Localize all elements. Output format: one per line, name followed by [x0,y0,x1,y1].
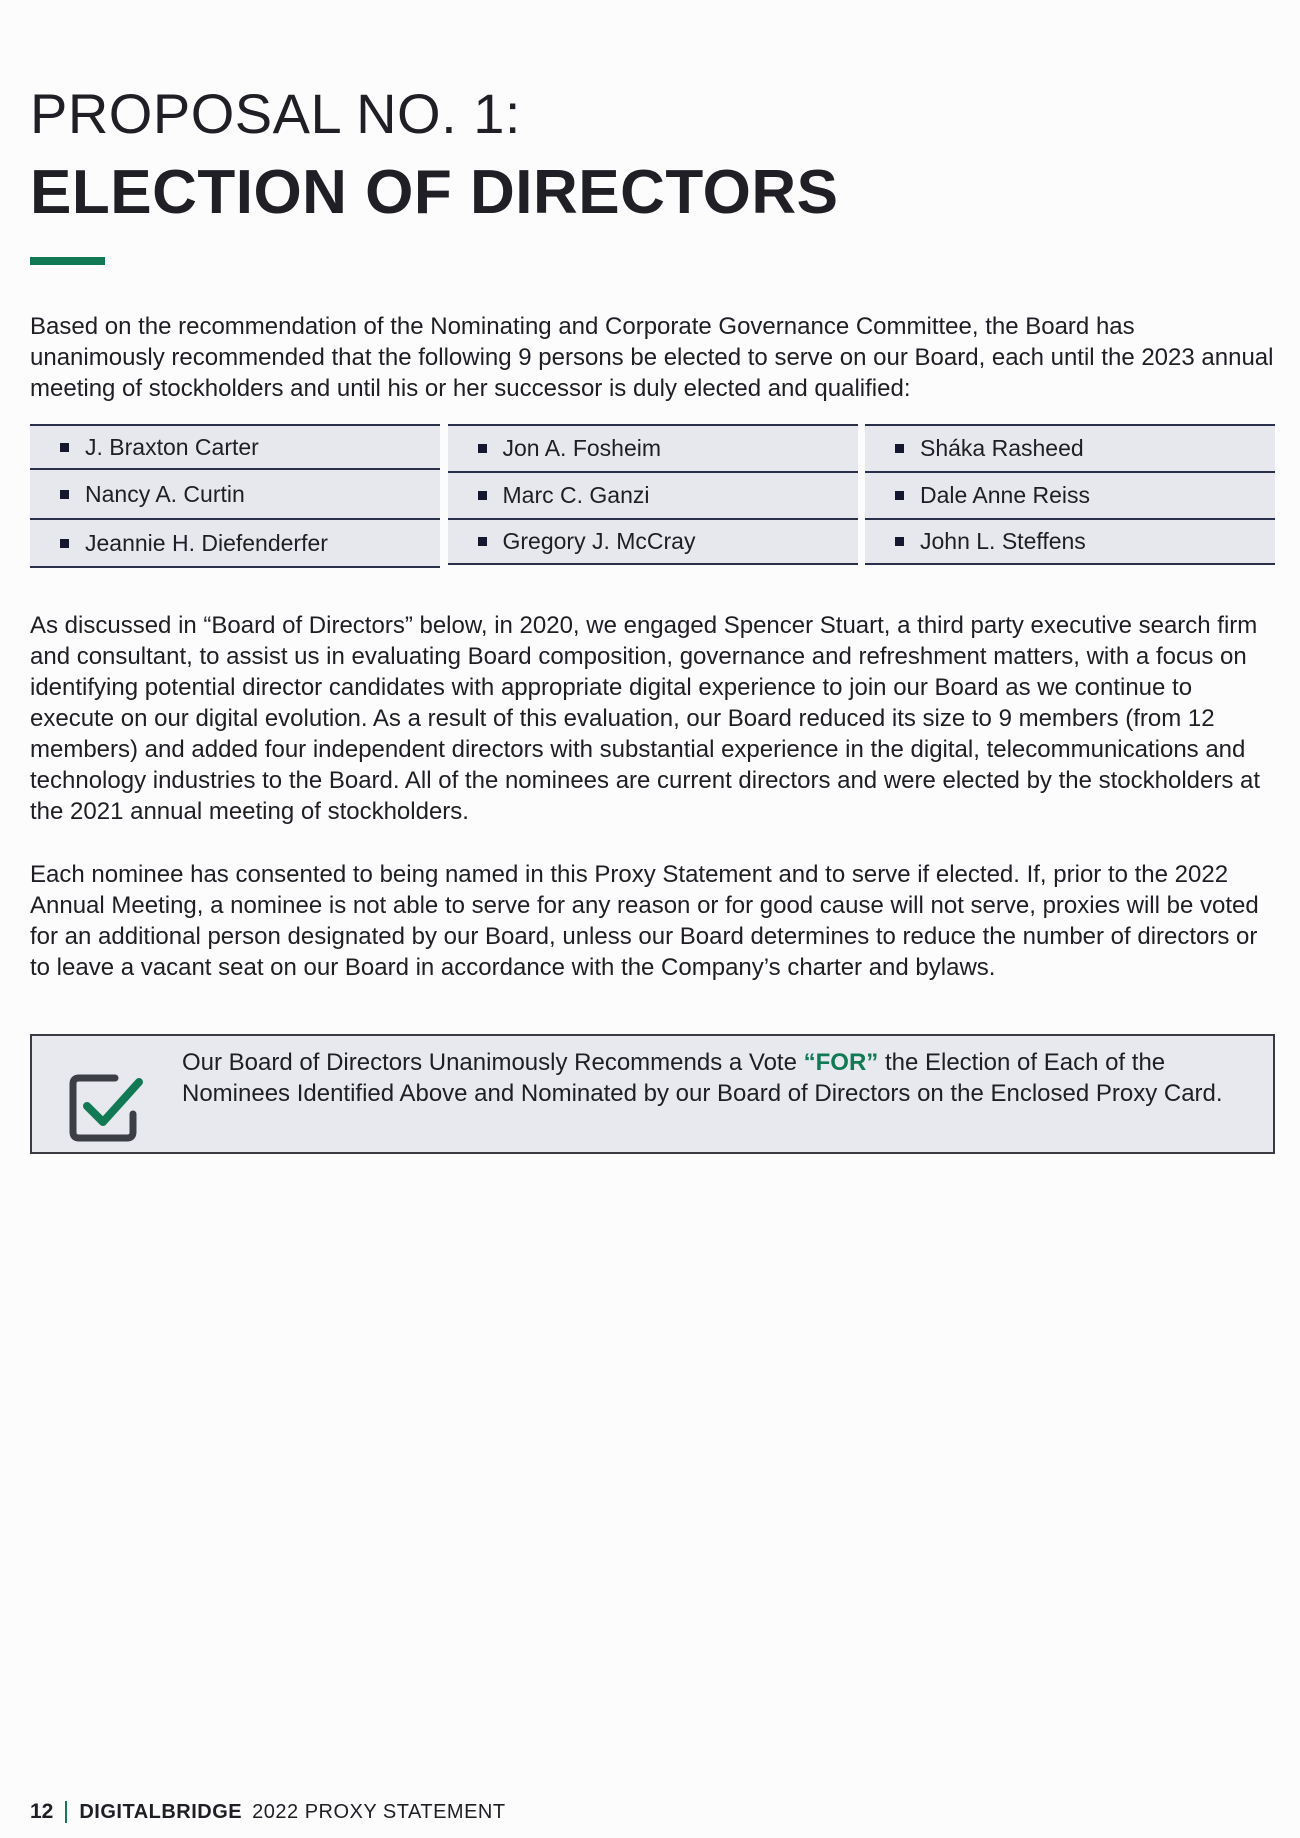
nominee-name: Sháka Rasheed [920,435,1084,461]
nominee-item [448,424,858,471]
footer-divider [65,1801,67,1823]
recommendation-text [182,1047,1252,1109]
square-bullet-icon [478,537,487,546]
footer-document-title: 2022 PROXY STATEMENT [252,1800,506,1823]
nominee-name: Jon A. Fosheim [502,435,662,461]
nominee-item [30,468,440,518]
nominee-column-1 [30,424,440,568]
square-bullet-icon [60,490,69,499]
recommendation-tail: the Election of Each of the Nominees Identified Above and Nominated by our Board of Directors on the Enclosed Proxy Card. [182,1049,1223,1107]
intro-paragraph: Based on the recommendation of the Nominating and Corporate Governance Committee, the Board has unanimously recommended that the following 9 persons be elected to serve on our Board, each until the 2023 annual meeting of stockholders and until his or her successor is duly elected and qualified: [30,313,1274,402]
nominee-item [30,424,440,468]
nominee-column-3 [865,424,1275,568]
board-recommendation-box [30,1034,1275,1154]
proposal-number-heading: PROPOSAL NO. 1: [30,82,521,145]
nominee-item [448,518,858,565]
nominee-consent-paragraph: Each nominee has consented to being named in this Proxy Statement and to serve if elected. If, prior to the 2022 Annual Meeting, a nominee is not able to serve for any reason or for good cause will not serve, proxies will be voted for an additional person designated by our Board, unless our Board determines to reduce the number of directors or to leave a vacant seat on our Board in accordance with the Company’s charter and bylaws. [30,861,1259,981]
recommendation-lead: Our Board of Directors Unanimously Recommends a Vote [182,1049,804,1076]
nominee-item [30,518,440,568]
nominee-item [865,424,1275,471]
nominee-item [865,518,1275,565]
nominee-name: Nancy A. Curtin [85,480,245,507]
footer-brand: DIGITALBRIDGE [79,1800,243,1823]
square-bullet-icon [895,444,904,453]
nominee-item [865,471,1275,518]
nominee-name: Gregory J. McCray [502,528,696,554]
accent-divider [30,257,105,265]
page-number: 12 [30,1800,54,1823]
checkbox-check-icon [67,1064,147,1144]
nominee-name: J. Braxton Carter [85,433,259,460]
square-bullet-icon [60,539,69,548]
nominee-table [30,424,1275,568]
square-bullet-icon [478,491,487,500]
square-bullet-icon [895,537,904,546]
nominee-name: Dale Anne Reiss [920,482,1091,508]
nominee-name: Marc C. Ganzi [502,482,650,508]
nominee-item [448,471,858,518]
square-bullet-icon [60,443,69,452]
page-footer [30,1800,506,1824]
vote-for-emphasis: “FOR” [803,1049,879,1076]
nominee-column-2 [448,424,858,568]
spencer-stuart-paragraph: As discussed in “Board of Directors” below, in 2020, we engaged Spencer Stuart, a third party executive search firm and consultant, to assist us in evaluating Board composition, governance and refreshment matters, with a focus on identifying potential director candidates with appropriate digital experience to join our Board as we continue to execute on our digital evolution. As a result of this evaluation, our Board reduced its size to 9 members (from 12 members) and added four independent directors with substantial experience in the digital, telecommunications and technology industries to the Board. All of the nominees are current directors and were elected by the stockholders at the 2021 annual meeting of stockholders. [30,612,1261,825]
nominee-name: Jeannie H. Diefenderfer [85,529,328,556]
proposal-title-heading: ELECTION OF DIRECTORS [30,158,839,227]
square-bullet-icon [478,444,487,453]
square-bullet-icon [895,491,904,500]
nominee-name: John L. Steffens [920,528,1086,554]
